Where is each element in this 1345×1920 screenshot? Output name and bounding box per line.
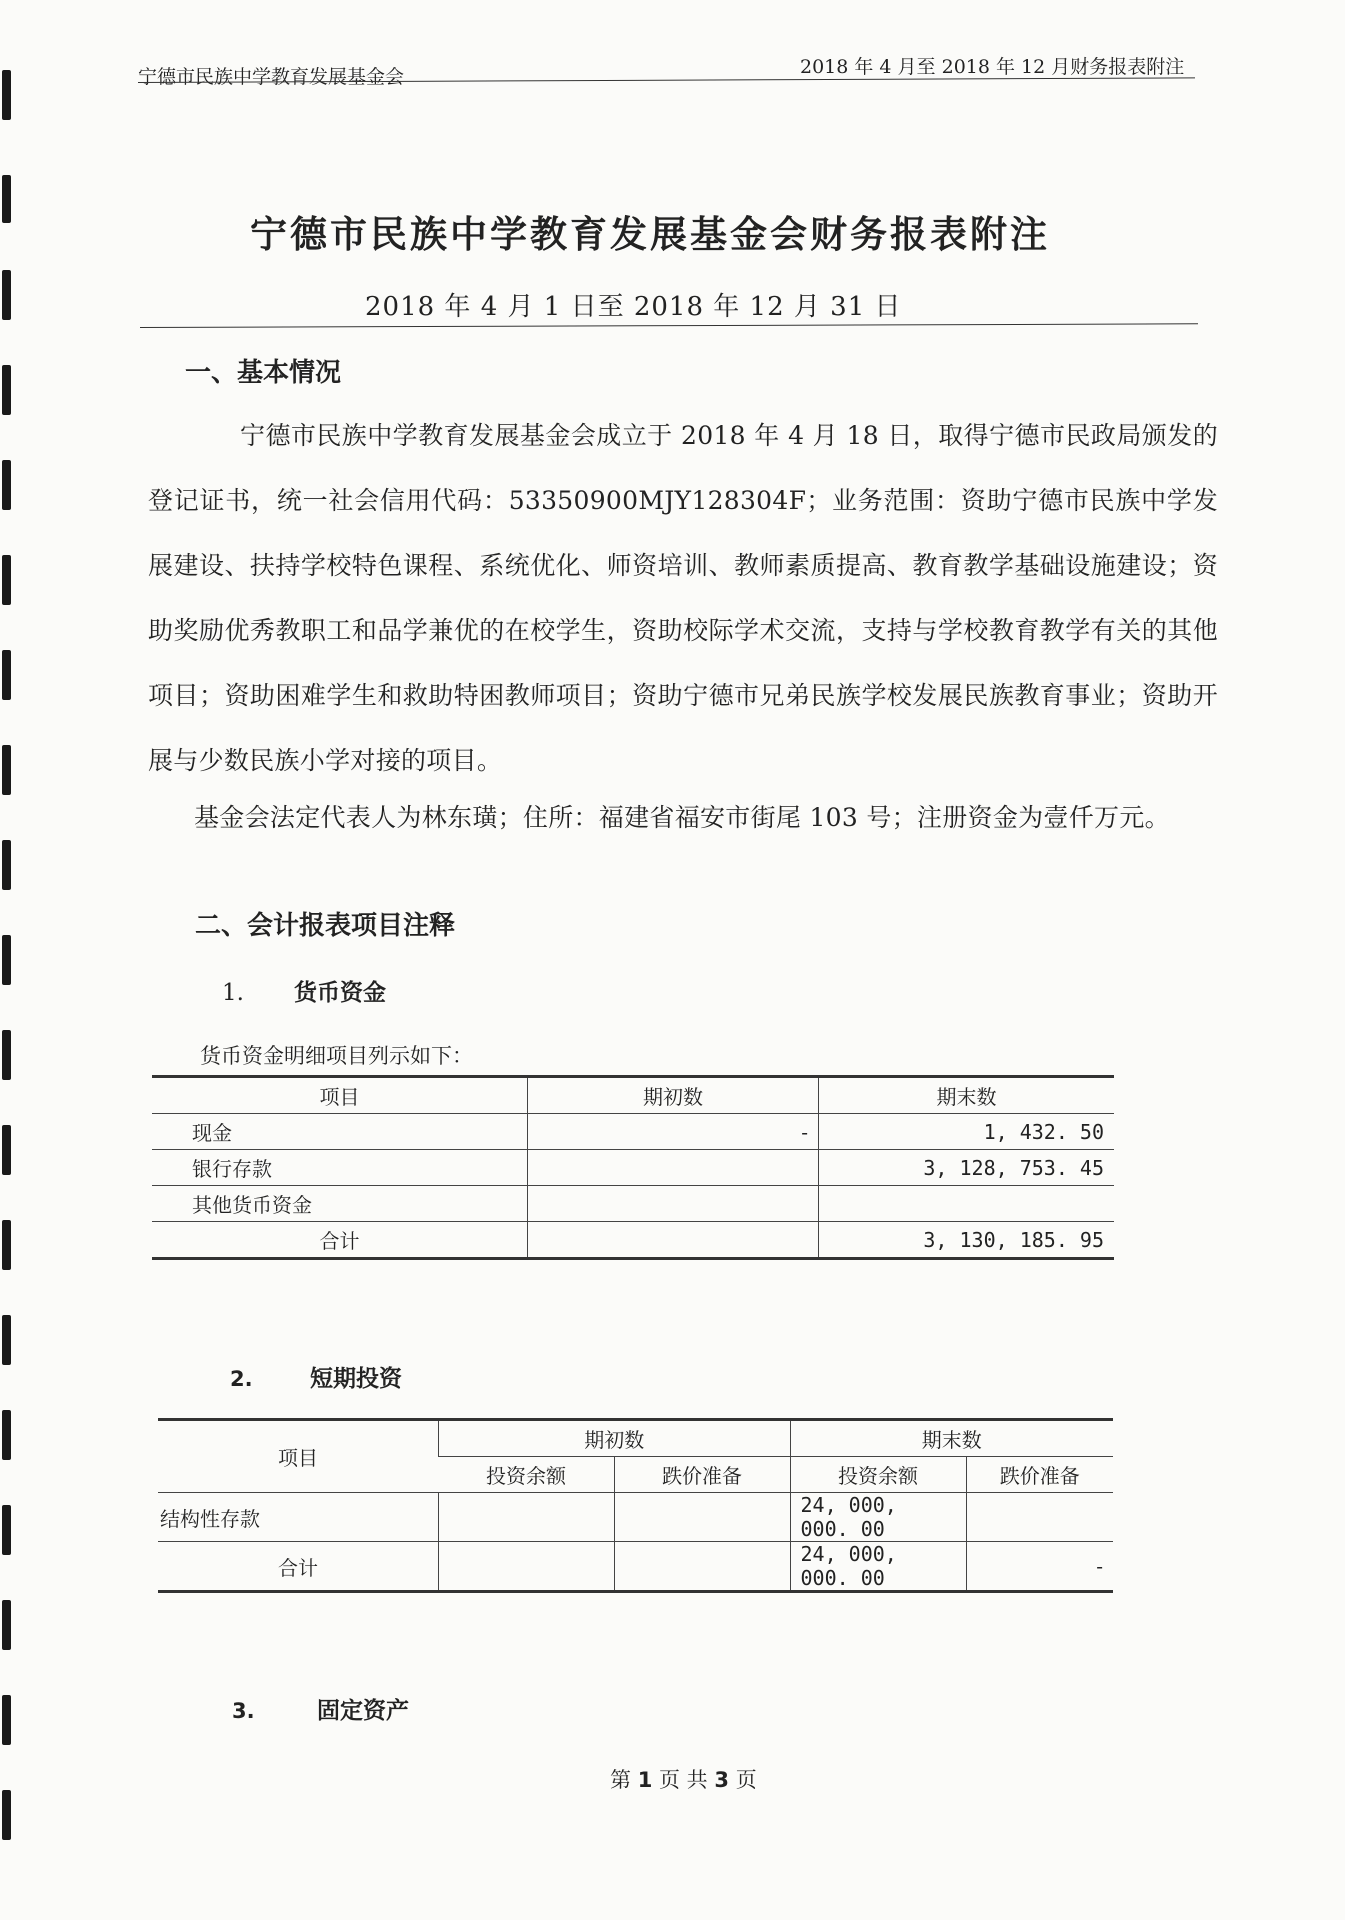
footer-mid: 页 共	[659, 1768, 708, 1792]
row-label: 合计	[158, 1542, 439, 1592]
item2-number: 2.	[230, 1367, 253, 1391]
cell	[439, 1542, 615, 1592]
cash-table	[152, 1075, 1114, 1260]
footer-page-number: 1	[637, 1768, 653, 1792]
cell-end: 3, 128, 753. 45	[819, 1150, 1115, 1186]
row-label: 结构性存款	[158, 1493, 439, 1542]
cell-end: 1, 432. 50	[819, 1114, 1115, 1150]
header-doc: 2018 年 4 月至 2018 年 12 月财务报表附注	[800, 56, 1185, 78]
binder-mark	[2, 650, 11, 700]
item1-intro: 货币资金明细项目列示如下：	[200, 1044, 473, 1068]
binder-mark	[2, 555, 11, 605]
table-row	[158, 1493, 1113, 1542]
binder-mark	[2, 1410, 11, 1460]
table-row	[152, 1186, 1114, 1222]
cell-begin	[528, 1150, 819, 1186]
cell: -	[966, 1542, 1113, 1592]
footer-prefix: 第	[610, 1768, 631, 1792]
section1-body	[148, 403, 1218, 843]
binder-mark	[2, 175, 11, 223]
subheader-cell: 投资余额	[790, 1457, 966, 1493]
cell: 24, 000, 000. 00	[790, 1493, 966, 1542]
item3-heading	[232, 1692, 409, 1725]
table-row	[152, 1114, 1114, 1150]
table-total-row	[152, 1222, 1114, 1259]
table-header-row	[158, 1420, 1113, 1457]
header-cell: 期末数	[819, 1077, 1115, 1114]
cell: 24, 000, 000. 00	[790, 1542, 966, 1592]
header-group-end: 期末数	[790, 1420, 1113, 1457]
page-title: 宁德市民族中学教育发展基金会财务报表附注	[250, 212, 1050, 256]
item2-title: 短期投资	[310, 1365, 402, 1392]
binder-mark	[2, 1600, 11, 1650]
binder-mark	[2, 460, 11, 510]
binder-mark	[2, 745, 11, 795]
cell	[966, 1493, 1113, 1542]
binder-mark	[2, 1505, 11, 1555]
subheader-cell: 投资余额	[439, 1457, 615, 1493]
cell	[439, 1493, 615, 1542]
table-total-row	[158, 1542, 1113, 1592]
binder-mark	[2, 1695, 11, 1745]
binder-mark	[2, 1125, 11, 1175]
paragraph-intro: 宁德市民族中学教育发展基金会成立于 2018 年 4 月 18 日，取得宁德市民政局颁发的登记证书，统一社会信用代码：53350900MJY128304F；业务范围：资助宁德市民族中学发展建设、扶持学校特色课程、系统优化、师资培训、教师素质提高、教育教学基础设施建设；资助奖励优秀教职工和品学兼优的在校学生，资助校际学术交流，支持与学校教育教学有关的其他项目；资助困难学生和救助特困教师项目；资助宁德市兄弟民族学校发展民族教育事业；资助开展与少数民族小学对接的项目。	[148, 421, 1218, 775]
section2-heading: 二、会计报表项目注释	[195, 911, 456, 941]
cell-begin	[528, 1186, 819, 1222]
item1-heading	[222, 974, 386, 1007]
section1-heading: 一、基本情况	[185, 358, 342, 388]
row-label: 其他货币资金	[152, 1186, 528, 1222]
cell-begin	[528, 1222, 819, 1259]
footer-total-pages: 3	[714, 1768, 729, 1792]
table-row	[152, 1150, 1114, 1186]
table-header-row	[152, 1077, 1114, 1114]
binder-mark	[2, 1220, 11, 1270]
header-org: 宁德市民族中学教育发展基金会	[138, 66, 405, 88]
header-group-begin: 期初数	[439, 1420, 791, 1457]
row-label: 合计	[152, 1222, 528, 1259]
subheader-cell: 跌价准备	[614, 1457, 790, 1493]
binder-mark	[2, 1030, 11, 1080]
binder-mark	[2, 70, 11, 120]
header-cell: 项目	[158, 1420, 439, 1493]
paragraph-legal: 基金会法定代表人为林东璜；住所：福建省福安市街尾 103 号；注册资金为壹仟万元。	[194, 803, 1170, 832]
cell-end	[819, 1186, 1115, 1222]
cell-begin: -	[528, 1114, 819, 1150]
cell	[614, 1493, 790, 1542]
binder-mark	[2, 840, 11, 890]
binder-mark	[2, 365, 11, 415]
footer-suffix: 页	[735, 1768, 757, 1792]
item3-number: 3.	[232, 1699, 255, 1723]
header-cell: 期初数	[528, 1077, 819, 1114]
cell-end: 3, 130, 185. 95	[819, 1222, 1115, 1259]
cell	[614, 1542, 790, 1592]
title-divider	[140, 323, 1198, 328]
investment-table	[158, 1418, 1113, 1593]
item2-heading	[230, 1360, 402, 1393]
binder-mark	[2, 1315, 11, 1365]
item1-title: 货币资金	[294, 979, 386, 1006]
item1-number: 1.	[222, 980, 244, 1006]
item3-title: 固定资产	[317, 1697, 409, 1724]
page-subtitle: 2018 年 4 月 1 日至 2018 年 12 月 31 日	[365, 292, 902, 322]
binder-mark	[2, 1790, 11, 1840]
subheader-cell: 跌价准备	[966, 1457, 1113, 1493]
row-label: 现金	[152, 1114, 528, 1150]
header-cell: 项目	[152, 1077, 528, 1114]
binder-mark	[2, 935, 11, 985]
page-footer	[610, 1764, 757, 1794]
row-label: 银行存款	[152, 1150, 528, 1186]
binder-mark	[2, 270, 11, 320]
